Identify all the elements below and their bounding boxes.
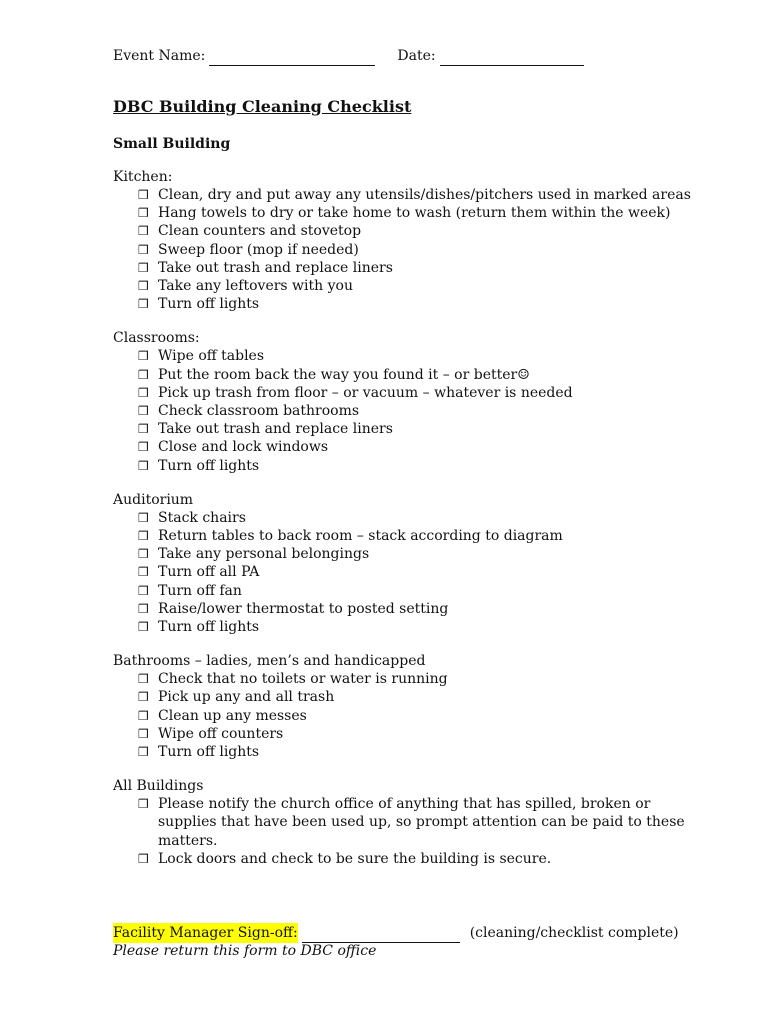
checklist-item-text: Take out trash and replace liners: [158, 421, 393, 438]
checkbox-icon[interactable]: ❒: [138, 510, 149, 525]
section-heading: Bathrooms – ladies, men’s and handicapped: [113, 653, 426, 670]
section-heading: Kitchen:: [113, 169, 173, 185]
checkbox-icon[interactable]: ❒: [138, 547, 149, 562]
checklist-item: [138, 259, 713, 277]
signoff-row: [113, 923, 679, 943]
checklist-item-text: Turn off fan: [158, 582, 242, 599]
checkbox-icon[interactable]: ❒: [138, 260, 149, 275]
checklist-item-text: Clean up any messes: [158, 707, 307, 724]
checkbox-icon[interactable]: ❒: [138, 529, 149, 544]
header-row: [113, 46, 713, 66]
checklist-item: [138, 688, 713, 706]
checklist: [113, 347, 713, 474]
checklist-item: [138, 527, 713, 545]
checkbox-icon[interactable]: ❒: [138, 206, 149, 221]
checklist-item-text: Hang towels to dry or take home to wash (return them within the week): [158, 205, 671, 222]
checklist-sections: [113, 168, 713, 868]
checklist-item: [138, 295, 713, 313]
checklist-item: [138, 582, 713, 600]
event-name-blank-line: [209, 51, 375, 66]
checkbox-icon[interactable]: ❒: [138, 745, 149, 760]
checklist-item: [138, 222, 713, 240]
checklist-item: [138, 420, 713, 438]
checklist-item-text: Pick up any and all trash: [158, 689, 335, 706]
checkbox-icon[interactable]: ❒: [138, 620, 149, 635]
checklist-item: [138, 347, 713, 365]
checkbox-icon[interactable]: ❒: [138, 797, 149, 812]
checklist-item-text: Take out trash and replace liners: [158, 259, 393, 276]
checklist-item-text: Turn off all PA: [158, 564, 260, 581]
checkbox-icon[interactable]: ❒: [138, 385, 149, 400]
checkbox-icon[interactable]: ❒: [138, 440, 149, 455]
checklist-item-text: Clean counters and stovetop: [158, 223, 362, 240]
checklist-item: [138, 241, 713, 259]
checklist-item: [138, 438, 713, 456]
checkbox-icon[interactable]: ❒: [138, 726, 149, 741]
checkbox-icon[interactable]: ❒: [138, 242, 149, 257]
section-heading: Auditorium: [113, 491, 194, 508]
checklist-item: [138, 850, 713, 868]
checklist-item: [138, 457, 713, 475]
checkbox-icon[interactable]: ❒: [138, 565, 149, 580]
checklist-item-text: Turn off lights: [158, 619, 260, 636]
checklist-item: [138, 563, 713, 581]
section-heading: Classrooms:: [113, 330, 200, 347]
checklist-item-text: Pick up trash from floor – or vacuum – whatever is needed: [158, 384, 573, 401]
checklist-item: [138, 366, 713, 384]
checklist-item: [138, 545, 713, 563]
checklist-item-text: Check classroom bathrooms: [158, 403, 360, 420]
checkbox-icon[interactable]: ❒: [138, 601, 149, 616]
checklist-item-text: Take any leftovers with you: [158, 278, 353, 295]
checklist-item-text: Please notify the church office of anything that has spilled, broken or supplies that have been used up, so prompt attention can be paid to these matters.: [158, 796, 685, 849]
checkbox-icon[interactable]: ❒: [138, 690, 149, 705]
checklist-item-text: Sweep floor (mop if needed): [158, 241, 359, 258]
event-name-label: Event Name:: [113, 48, 206, 64]
checkbox-icon[interactable]: ❒: [138, 224, 149, 239]
checkbox-icon[interactable]: ❒: [138, 367, 149, 382]
checkbox-icon[interactable]: ❒: [138, 708, 149, 723]
checklist-item: [138, 204, 713, 222]
signoff-note: (cleaning/checklist complete): [469, 925, 679, 941]
checkbox-icon[interactable]: ❒: [138, 422, 149, 437]
checkbox-icon[interactable]: ❒: [138, 349, 149, 364]
checklist-page: [113, 46, 713, 868]
checklist: [113, 795, 713, 868]
checklist-item: [138, 795, 713, 850]
checklist-item: [138, 384, 713, 402]
checklist-item: [138, 743, 713, 761]
checklist-item: [138, 725, 713, 743]
checkbox-icon[interactable]: ❒: [138, 672, 149, 687]
checklist-item-text: Raise/lower thermostat to posted setting: [158, 600, 449, 617]
checkbox-icon[interactable]: ❒: [138, 297, 149, 312]
checklist-item-text: Turn off lights: [158, 744, 260, 761]
return-note: Please return this form to DBC office: [113, 943, 377, 959]
checklist-item-text: Turn off lights: [158, 296, 260, 313]
checklist-item-text: Stack chairs: [158, 509, 246, 526]
checklist-item: [138, 600, 713, 618]
date-blank-line: [440, 51, 584, 66]
section-heading: All Buildings: [113, 778, 204, 795]
checklist-item-text: Wipe off counters: [158, 725, 284, 742]
checklist-item: [138, 402, 713, 420]
checklist-item-text: Turn off lights: [158, 457, 260, 474]
checklist-item-text: Clean, dry and put away any utensils/dishes/pitchers used in marked areas: [158, 187, 691, 203]
checklist-item-text: Return tables to back room – stack according to diagram: [158, 528, 563, 545]
checkbox-icon[interactable]: ❒: [138, 188, 149, 202]
checklist: [113, 670, 713, 761]
checklist: [113, 509, 713, 636]
checklist-item-text: Put the room back the way you found it – or better☺: [158, 366, 530, 383]
checklist-item: [138, 277, 713, 295]
page-title: DBC Building Cleaning Checklist: [113, 97, 412, 116]
checklist-item-text: Lock doors and check to be sure the building is secure.: [158, 850, 552, 867]
signoff-label: Facility Manager Sign-off:: [113, 925, 298, 941]
checklist-item-text: Wipe off tables: [158, 348, 265, 365]
checklist-item: [138, 509, 713, 527]
page-subtitle: Small Building: [113, 136, 231, 152]
checkbox-icon[interactable]: ❒: [138, 583, 149, 598]
checklist-item-text: Take any personal belongings: [158, 546, 370, 563]
checklist-item: [138, 186, 713, 204]
date-group: [397, 46, 583, 66]
checklist-item: [138, 707, 713, 725]
checkbox-icon[interactable]: ❒: [138, 851, 149, 866]
checklist-item: [138, 618, 713, 636]
checkbox-icon[interactable]: ❒: [138, 404, 149, 419]
checkbox-icon[interactable]: ❒: [138, 279, 149, 294]
checklist: [113, 186, 713, 313]
checklist-item-text: Check that no toilets or water is running: [158, 671, 448, 688]
checklist-item-text: Close and lock windows: [158, 439, 329, 456]
checkbox-icon[interactable]: ❒: [138, 458, 149, 473]
date-label: Date:: [397, 48, 436, 64]
checklist-item: [138, 670, 713, 688]
